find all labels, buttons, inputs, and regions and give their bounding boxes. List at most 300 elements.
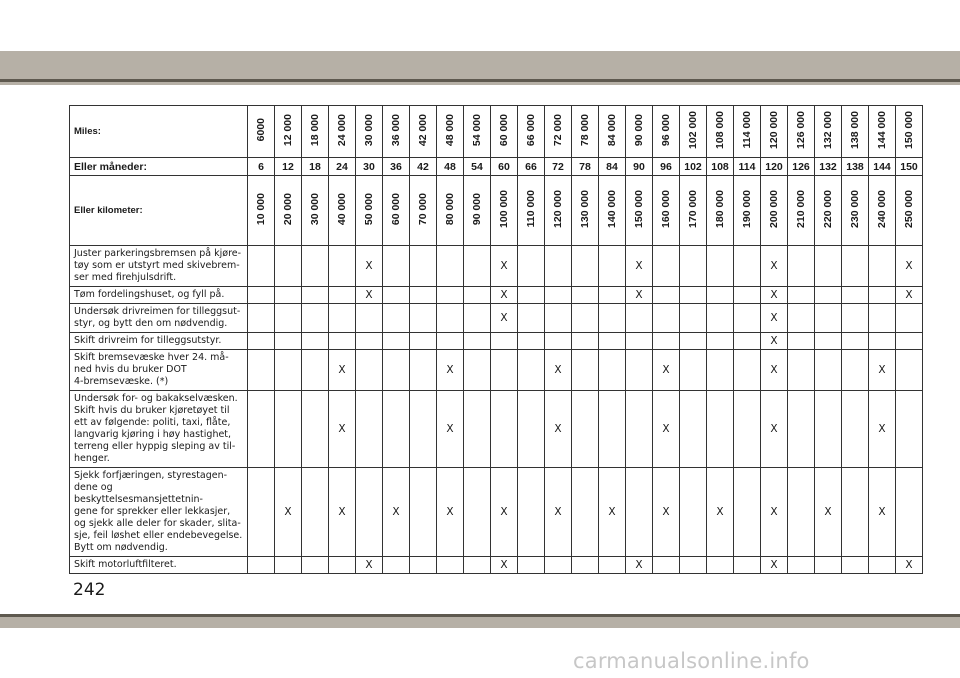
miles-interval — [275, 106, 302, 158]
service-mark — [680, 246, 707, 287]
service-mark — [653, 557, 680, 574]
miles-label: Miles: — [70, 106, 248, 158]
miles-interval — [545, 106, 572, 158]
miles-interval-text: 78 000 — [578, 113, 591, 147]
service-mark — [815, 391, 842, 468]
service-mark — [329, 304, 356, 333]
service-mark — [410, 468, 437, 557]
km-interval — [545, 176, 572, 246]
service-mark — [464, 287, 491, 304]
service-mark — [572, 287, 599, 304]
footer-band — [0, 614, 960, 628]
service-mark — [680, 468, 707, 557]
miles-interval-text: 102 000 — [686, 111, 699, 149]
miles-interval-text: 138 000 — [848, 111, 861, 149]
service-mark: X — [356, 246, 383, 287]
service-mark — [275, 557, 302, 574]
miles-interval-text: 114 000 — [740, 111, 753, 149]
service-mark — [464, 468, 491, 557]
months-interval: 42 — [410, 158, 437, 176]
service-mark — [383, 287, 410, 304]
miles-interval — [896, 106, 923, 158]
service-mark — [491, 333, 518, 350]
service-mark: X — [491, 468, 518, 557]
service-mark — [653, 287, 680, 304]
miles-interval — [518, 106, 545, 158]
km-interval-text: 10 000 — [254, 192, 267, 226]
service-mark — [626, 391, 653, 468]
service-mark — [653, 246, 680, 287]
km-interval-text: 190 000 — [740, 190, 753, 228]
service-mark — [788, 557, 815, 574]
service-mark — [680, 557, 707, 574]
service-mark — [842, 304, 869, 333]
service-mark: X — [626, 287, 653, 304]
km-interval-text: 250 000 — [902, 190, 915, 228]
miles-interval — [572, 106, 599, 158]
service-mark — [464, 246, 491, 287]
service-mark — [518, 468, 545, 557]
service-mark — [869, 333, 896, 350]
km-interval-text: 100 000 — [497, 190, 510, 228]
service-mark — [302, 391, 329, 468]
service-mark — [356, 333, 383, 350]
service-mark — [464, 333, 491, 350]
service-mark — [572, 333, 599, 350]
service-mark: X — [815, 468, 842, 557]
months-interval: 102 — [680, 158, 707, 176]
service-mark — [248, 557, 275, 574]
miles-interval — [464, 106, 491, 158]
km-interval — [707, 176, 734, 246]
km-interval — [680, 176, 707, 246]
miles-interval-text: 42 000 — [416, 113, 429, 147]
km-interval — [329, 176, 356, 246]
service-mark: X — [437, 391, 464, 468]
km-interval-text: 180 000 — [713, 190, 726, 228]
service-mark — [437, 333, 464, 350]
months-interval: 30 — [356, 158, 383, 176]
miles-interval-text: 6000 — [254, 118, 267, 142]
service-mark — [545, 246, 572, 287]
service-mark — [275, 287, 302, 304]
page-number: 242 — [73, 580, 106, 600]
service-task: Undersøk drivreimen for tilleggsut- styr, og bytt den om nødvendig. — [70, 304, 248, 333]
service-mark — [464, 557, 491, 574]
service-mark — [329, 246, 356, 287]
miles-interval — [680, 106, 707, 158]
km-interval-text: 150 000 — [632, 190, 645, 228]
service-mark — [842, 287, 869, 304]
schedule-row — [70, 391, 923, 468]
service-mark — [815, 557, 842, 574]
service-mark — [896, 350, 923, 391]
km-interval-text: 240 000 — [875, 190, 888, 228]
km-interval-text: 220 000 — [821, 190, 834, 228]
service-mark — [329, 333, 356, 350]
watermark: carmanualsonline.info — [573, 649, 810, 673]
miles-interval-text: 96 000 — [659, 113, 672, 147]
service-mark — [896, 468, 923, 557]
service-mark — [734, 304, 761, 333]
service-mark: X — [275, 468, 302, 557]
service-mark — [707, 246, 734, 287]
service-mark — [707, 391, 734, 468]
service-mark: X — [761, 246, 788, 287]
service-mark: X — [626, 557, 653, 574]
service-mark — [734, 287, 761, 304]
service-mark — [410, 333, 437, 350]
service-mark — [356, 304, 383, 333]
service-mark: X — [761, 557, 788, 574]
service-mark — [437, 246, 464, 287]
miles-interval — [842, 106, 869, 158]
km-interval — [248, 176, 275, 246]
km-interval-text: 210 000 — [794, 190, 807, 228]
months-interval: 150 — [896, 158, 923, 176]
service-mark — [707, 333, 734, 350]
service-mark — [896, 391, 923, 468]
months-interval: 132 — [815, 158, 842, 176]
service-mark — [302, 350, 329, 391]
service-mark: X — [545, 350, 572, 391]
miles-interval-text: 54 000 — [470, 113, 483, 147]
service-mark — [248, 350, 275, 391]
service-mark: X — [491, 557, 518, 574]
miles-header-row — [70, 106, 923, 158]
miles-interval-text: 24 000 — [335, 113, 348, 147]
miles-interval-text: 72 000 — [551, 113, 564, 147]
km-interval-text: 120 000 — [551, 190, 564, 228]
service-mark — [842, 350, 869, 391]
km-interval — [788, 176, 815, 246]
miles-interval-text: 144 000 — [875, 111, 888, 149]
service-mark — [680, 391, 707, 468]
service-mark — [599, 246, 626, 287]
miles-interval — [653, 106, 680, 158]
service-mark: X — [761, 391, 788, 468]
miles-interval — [626, 106, 653, 158]
service-mark — [572, 557, 599, 574]
months-header-row — [70, 158, 923, 176]
miles-interval — [410, 106, 437, 158]
service-mark — [869, 287, 896, 304]
miles-interval-text: 126 000 — [794, 111, 807, 149]
miles-interval — [734, 106, 761, 158]
service-mark — [491, 350, 518, 391]
months-interval: 24 — [329, 158, 356, 176]
service-mark — [626, 333, 653, 350]
months-interval: 72 — [545, 158, 572, 176]
service-mark — [302, 557, 329, 574]
service-mark — [599, 333, 626, 350]
service-mark — [680, 304, 707, 333]
service-mark — [869, 557, 896, 574]
service-mark — [275, 391, 302, 468]
service-mark — [410, 391, 437, 468]
miles-interval-text: 48 000 — [443, 113, 456, 147]
service-mark — [734, 333, 761, 350]
miles-interval — [437, 106, 464, 158]
service-mark — [356, 350, 383, 391]
km-interval — [383, 176, 410, 246]
service-mark — [680, 350, 707, 391]
service-mark — [680, 287, 707, 304]
km-interval — [356, 176, 383, 246]
service-mark — [302, 333, 329, 350]
service-mark — [356, 468, 383, 557]
miles-interval-text: 66 000 — [524, 113, 537, 147]
km-interval-text: 80 000 — [443, 192, 456, 226]
km-interval — [518, 176, 545, 246]
service-task: Juster parkeringsbremsen på kjøre- tøy som er utstyrt med skivebrem- ser med firehjulsdrift. — [70, 246, 248, 287]
service-mark — [275, 333, 302, 350]
service-mark — [626, 468, 653, 557]
service-mark: X — [329, 468, 356, 557]
service-mark — [707, 287, 734, 304]
service-mark — [248, 246, 275, 287]
miles-interval-text: 84 000 — [605, 113, 618, 147]
service-mark — [572, 304, 599, 333]
km-interval-text: 30 000 — [308, 192, 321, 226]
service-mark — [626, 304, 653, 333]
service-mark — [491, 391, 518, 468]
service-mark — [410, 246, 437, 287]
service-mark: X — [761, 468, 788, 557]
service-mark — [518, 333, 545, 350]
service-mark: X — [707, 468, 734, 557]
service-mark — [707, 557, 734, 574]
service-mark: X — [329, 391, 356, 468]
km-interval-text: 130 000 — [578, 190, 591, 228]
service-mark: X — [383, 468, 410, 557]
km-interval-text: 40 000 — [335, 192, 348, 226]
service-mark — [518, 557, 545, 574]
service-mark — [329, 287, 356, 304]
km-interval-text: 60 000 — [389, 192, 402, 226]
service-mark — [788, 304, 815, 333]
km-interval — [275, 176, 302, 246]
service-mark — [653, 304, 680, 333]
service-mark — [788, 391, 815, 468]
schedule-row — [70, 246, 923, 287]
km-interval — [437, 176, 464, 246]
service-task: Tøm fordelingshuset, og fyll på. — [70, 287, 248, 304]
service-mark — [815, 304, 842, 333]
km-interval — [464, 176, 491, 246]
service-mark — [842, 468, 869, 557]
months-interval: 126 — [788, 158, 815, 176]
miles-interval — [383, 106, 410, 158]
miles-interval-text: 18 000 — [308, 113, 321, 147]
service-mark — [464, 304, 491, 333]
km-interval-text: 50 000 — [362, 192, 375, 226]
service-mark: X — [491, 246, 518, 287]
service-mark — [518, 391, 545, 468]
miles-interval — [248, 106, 275, 158]
service-mark — [572, 246, 599, 287]
service-mark: X — [761, 304, 788, 333]
miles-interval — [356, 106, 383, 158]
miles-interval — [788, 106, 815, 158]
service-mark — [356, 391, 383, 468]
km-interval-text: 160 000 — [659, 190, 672, 228]
service-mark — [302, 468, 329, 557]
service-mark — [707, 304, 734, 333]
km-interval-text: 230 000 — [848, 190, 861, 228]
months-label: Eller måneder: — [70, 158, 248, 176]
service-mark: X — [869, 468, 896, 557]
service-task: Undersøk for- og bakakselvæsken. Skift hvis du bruker kjøretøyet til ett av følgende: politi, taxi, flåte, langvarig kjøring i høy hastighet, terreng eller hyppig sleping av til- henger. — [70, 391, 248, 468]
service-mark — [599, 557, 626, 574]
service-mark — [383, 557, 410, 574]
service-mark — [275, 246, 302, 287]
service-mark — [302, 246, 329, 287]
service-mark — [464, 391, 491, 468]
service-mark — [383, 246, 410, 287]
service-mark: X — [869, 350, 896, 391]
service-mark — [788, 287, 815, 304]
service-task: Skift drivreim for tilleggsutstyr. — [70, 333, 248, 350]
km-interval — [761, 176, 788, 246]
service-mark: X — [896, 246, 923, 287]
miles-interval-text: 30 000 — [362, 113, 375, 147]
months-interval: 90 — [626, 158, 653, 176]
header-rule — [0, 79, 960, 82]
service-mark — [869, 304, 896, 333]
months-interval: 36 — [383, 158, 410, 176]
miles-interval-text: 132 000 — [821, 111, 834, 149]
service-mark — [383, 350, 410, 391]
service-task: Skift bremsevæske hver 24. må- ned hvis du bruker DOT 4-bremsevæske. (*) — [70, 350, 248, 391]
service-mark — [842, 391, 869, 468]
km-interval — [302, 176, 329, 246]
service-mark — [383, 333, 410, 350]
miles-interval-text: 120 000 — [767, 111, 780, 149]
km-interval — [734, 176, 761, 246]
service-mark — [410, 557, 437, 574]
miles-interval — [302, 106, 329, 158]
service-mark — [518, 246, 545, 287]
months-interval: 138 — [842, 158, 869, 176]
service-mark — [437, 287, 464, 304]
service-mark — [275, 350, 302, 391]
service-mark — [437, 304, 464, 333]
service-mark — [437, 557, 464, 574]
service-mark — [788, 246, 815, 287]
service-mark — [788, 333, 815, 350]
miles-interval — [707, 106, 734, 158]
footer-rule — [0, 614, 960, 617]
service-mark — [410, 350, 437, 391]
service-task: Sjekk forfjæringen, styrestagen- dene og beskyttelsesmansjettetnin- gene for sprekker eller lekkasjer, og sjekk alle deler for skader, slita- sje, feil løshet eller endebevegelse. Bytt om nødvendig. — [70, 468, 248, 557]
months-interval: 12 — [275, 158, 302, 176]
months-interval: 114 — [734, 158, 761, 176]
service-mark: X — [626, 246, 653, 287]
miles-interval-text: 60 000 — [497, 113, 510, 147]
service-mark — [734, 468, 761, 557]
service-mark — [599, 304, 626, 333]
service-mark — [545, 287, 572, 304]
months-interval: 96 — [653, 158, 680, 176]
miles-interval-text: 90 000 — [632, 113, 645, 147]
service-mark: X — [491, 287, 518, 304]
service-mark — [410, 304, 437, 333]
service-mark — [572, 350, 599, 391]
miles-interval — [329, 106, 356, 158]
service-mark — [788, 468, 815, 557]
service-mark — [815, 246, 842, 287]
km-interval — [599, 176, 626, 246]
service-mark — [518, 350, 545, 391]
miles-interval-text: 36 000 — [389, 113, 402, 147]
schedule-row — [70, 333, 923, 350]
schedule-row — [70, 287, 923, 304]
service-mark — [734, 350, 761, 391]
months-interval: 18 — [302, 158, 329, 176]
service-mark — [815, 287, 842, 304]
months-interval: 120 — [761, 158, 788, 176]
service-mark — [383, 391, 410, 468]
km-interval — [572, 176, 599, 246]
service-task: Skift motorluftfilteret. — [70, 557, 248, 574]
service-mark — [572, 468, 599, 557]
km-interval-text: 200 000 — [767, 190, 780, 228]
months-interval: 66 — [518, 158, 545, 176]
service-mark — [329, 557, 356, 574]
km-interval-text: 20 000 — [281, 192, 294, 226]
service-mark — [410, 287, 437, 304]
miles-interval-text: 108 000 — [713, 111, 726, 149]
service-mark — [896, 333, 923, 350]
service-mark — [248, 333, 275, 350]
service-mark: X — [356, 557, 383, 574]
service-mark — [248, 304, 275, 333]
service-mark: X — [653, 391, 680, 468]
months-interval: 78 — [572, 158, 599, 176]
service-mark: X — [896, 557, 923, 574]
service-mark: X — [761, 350, 788, 391]
header-band — [0, 51, 960, 85]
service-mark: X — [869, 391, 896, 468]
service-mark: X — [329, 350, 356, 391]
service-mark — [842, 333, 869, 350]
service-mark: X — [356, 287, 383, 304]
miles-interval — [815, 106, 842, 158]
service-mark: X — [761, 333, 788, 350]
service-mark — [302, 287, 329, 304]
months-interval: 6 — [248, 158, 275, 176]
service-mark — [518, 287, 545, 304]
km-header-row — [70, 176, 923, 246]
miles-interval — [761, 106, 788, 158]
months-interval: 60 — [491, 158, 518, 176]
service-mark — [788, 350, 815, 391]
miles-interval — [869, 106, 896, 158]
schedule-row — [70, 557, 923, 574]
km-interval — [815, 176, 842, 246]
service-mark — [302, 304, 329, 333]
service-mark — [626, 350, 653, 391]
months-interval: 144 — [869, 158, 896, 176]
service-mark — [518, 304, 545, 333]
km-interval-text: 110 000 — [524, 190, 537, 228]
km-interval-text: 140 000 — [605, 190, 618, 228]
km-interval — [410, 176, 437, 246]
service-mark: X — [491, 304, 518, 333]
km-interval — [842, 176, 869, 246]
maintenance-schedule-table — [69, 105, 923, 574]
